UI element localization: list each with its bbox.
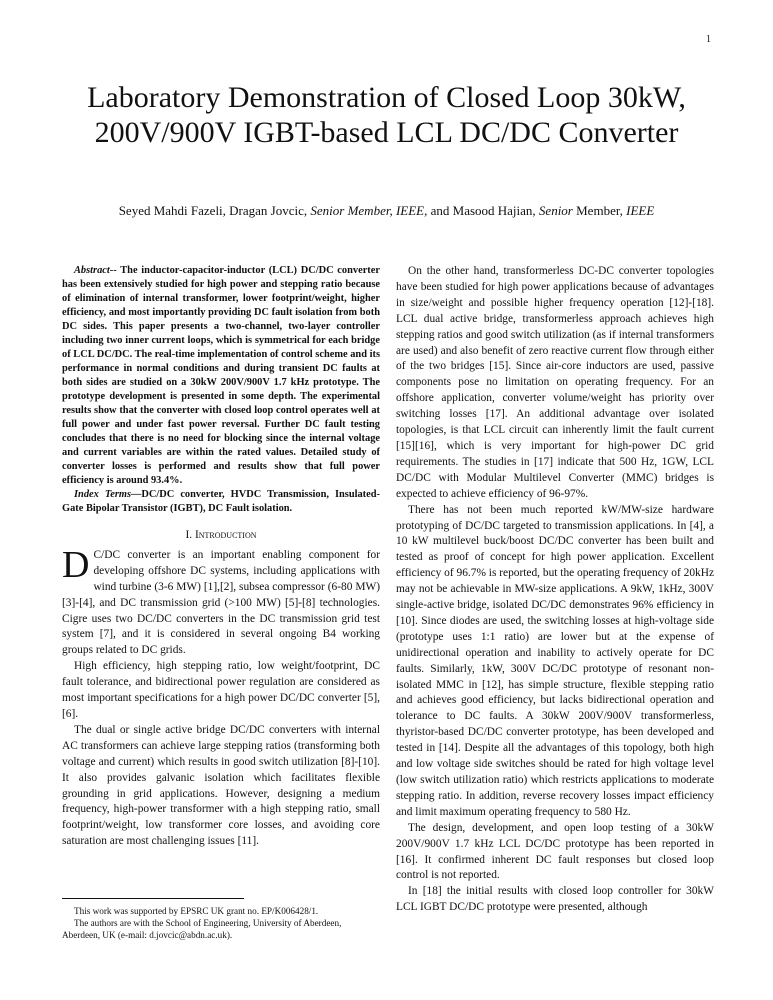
intro-paragraph-2: High efficiency, high stepping ratio, low weight/footprint, DC fault tolerance, and bidirectional power regulation are considered as most important specifications for a high power DC/DC converter [5],[6]. (62, 660, 380, 720)
right-paragraph-1: On the other hand, transformerless DC-DC converter topologies have been studied for high power applications because of advantages in size/weight and possible higher frequency operation [12]-[18]. LCL dual active bridge, transformerless approach achieves high stepping ratios and good switch utilization (as if internal transformers are used) and also benefit of zero reactive current flow through either of the two bridges [15]. Since air-core inductors are used, passive components pose no limitation on operating frequency. For an offshore application, converter volume/weight has priority over switching losses [17]. An additional advantage over isolated topologies, is that LCL circuit can inherently limit the fault current [15][16], which is very important for high-power DC grid requirements. The studies in [17] indicate that 500 Hz, 1GW, LCL DC/DC with Modular Multilevel Converter (MMC) bridges is expected to achieve efficiency of 96-97%. (396, 265, 714, 500)
right-paragraph-2: There has not been much reported kW/MW-size hardware prototyping of DC/DC targeted to transmission applications. In [4], a 10 kW multilevel buck/boost DC/DC converter has been built and tested as proof of concept for high power application. Excellent efficiency of 96.7% is reported, but the operating frequency of 20kHz may not be achievable in MW-size applications. A 9kW, 1kHz, 300V single-active bridge, isolated DC/DC demonstrates 96% efficiency in [10]. Since diodes are used, the switching losses at high-voltage side (prototype uses 1:1 ratio) are lower but at the expense of unidirectional operation and inability to actively operate for DC faults. Similarly, 1kW, 300V DC/DC prototype of resonant non-isolated MMC in [12], has simple structure, flexible stepping ratio and achieves good efficiency, but lacks bidirectional operation and tolerance to DC faults. A 30kW 200V/900V transformerless, thyristor-based DC/DC converter prototype, has been developed and tested in [14]. Despite all the advantages of this topology, both high and low voltage side switches should be rated for high voltage level (low switch utilization ratio) which restricts applications to moderate stepping ratio. In addition, reverse recovery losses impact efficiency and limit maximum operating frequency to 580 Hz. (396, 503, 714, 818)
author-org: IEEE (626, 203, 655, 218)
right-column (396, 264, 714, 916)
index-terms-text: —DC/DC converter, HVDC Transmission, Insulated-Gate Bipolar Transistor (IGBT), DC Fault isolation. (62, 489, 380, 514)
footnote-divider (62, 898, 244, 899)
intro-paragraph-1 (62, 543, 380, 659)
paper-title: Laboratory Demonstration of Closed Loop 30kW, 200V/900V IGBT-based LCL DC/DC Converter (87, 81, 686, 149)
author-role-2: Senior (538, 203, 573, 218)
section-heading-introduction (62, 528, 380, 544)
abstract (62, 264, 380, 488)
intro-paragraph-1-text: C/DC converter is an important enabling component for developing offshore DC systems, including applications with wind turbine (3-6 MW) [1],[2], subsea compressor (6-80 MW) [3]-[4], and DC transmission grid (>100 MW) [5]-[8] technologies. Cigre uses two DC/DC converters in the DC transmission grid test system [7], and it is considered in several ongoing B4 working groups related to DC grids. (62, 548, 380, 657)
section-title: Introduction (194, 529, 257, 541)
author-names-1: Seyed Mahdi Fazeli, Dragan Jovcic, (118, 203, 311, 218)
drop-cap: D (62, 543, 90, 586)
index-terms-label: Index Terms (74, 489, 132, 500)
footnote-funding: This work was supported by EPSRC UK grant no. EP/K006428/1. (74, 906, 319, 916)
abstract-dash: -- (109, 265, 121, 276)
author-role-2-suffix: Member, (572, 203, 627, 218)
right-paragraph-3: The design, development, and open loop testing of a 30kW 200V/900V 1.7 kHz LCL DC/DC prototype has been reported in [16]. It confirmed inherent DC fault responses but closed loop control is not reported. (396, 821, 714, 882)
footnote-affiliation: The authors are with the School of Engineering, University of Aberdeen, Aberdeen, UK (e-mail: d.jovcic@abdn.ac.uk). (62, 918, 342, 941)
page-number: 1 (706, 34, 711, 45)
author-line (60, 202, 713, 219)
left-column (62, 264, 380, 850)
index-terms (62, 488, 380, 516)
section-number: I. (185, 529, 195, 541)
abstract-label: Abstract (74, 265, 110, 276)
abstract-text: The inductor-capacitor-inductor (LCL) DC/DC converter has been extensively studied for high power and stepping ratio because of elimination of internal transformer, lower footprint/weight, higher efficiency, and most importantly providing DC fault isolation from both DC sides. This paper presents a two-channel, two-layer controller including two inner current loops, which is symmetrical for each bridge of LCL DC/DC. The real-time implementation of control scheme and its performance in normal conditions and during transient DC faults at both sides are studied on a 30kW 200V/900V 1.7 kHz prototype. The prototype development is presented in some depth. The experimental results show that the converter with closed loop control operates well at full power and under fast power reversal. Further DC fault testing concludes that there is no need for blocking since the internal voltage and current variables are within the rated values. Detailed study of converter losses is performed and results show that full power efficiency is around 93.4%. (62, 265, 380, 486)
footnotes (62, 905, 380, 942)
intro-paragraph-3: The dual or single active bridge DC/DC converters with internal AC transformers can achieve large stepping ratios (transforming both voltage and current) which results in good switch utilization [8]-[10]. It also provides galvanic isolation which facilitates flexible grounding in grid applications. However, designing a medium frequency, high-power transformer with a high stepping ratio, small footprint/weight, low transformer core losses, and avoiding core saturation are most challenging issues [11]. (62, 723, 380, 848)
author-role-1: Senior Member, IEEE (310, 203, 425, 218)
author-names-2: , and Masood Hajian, (424, 203, 539, 218)
right-paragraph-4: In [18] the initial results with closed loop controller for 30kW LCL IGBT DC/DC prototype were presented, although (396, 885, 714, 914)
